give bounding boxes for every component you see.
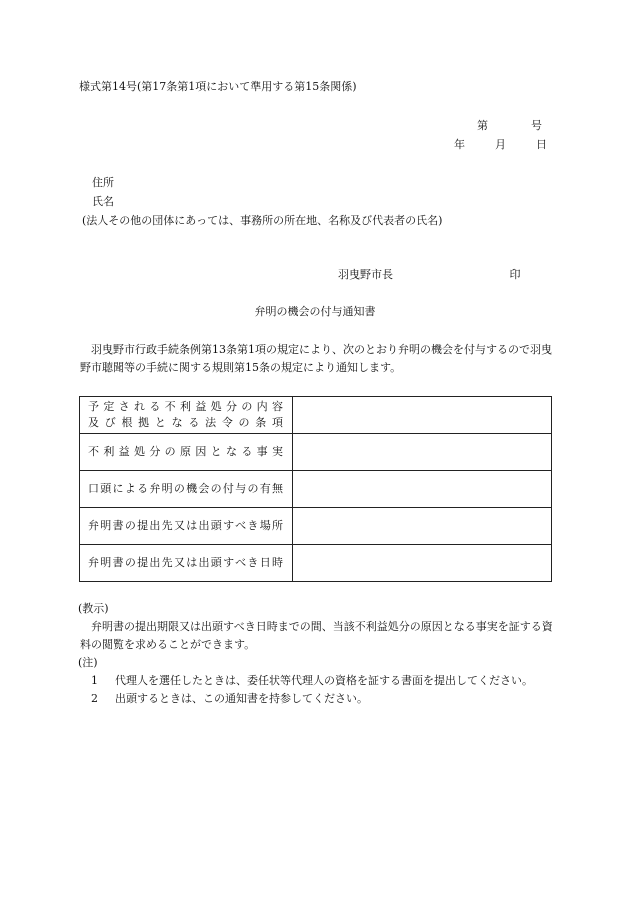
address-label: 住所 bbox=[92, 176, 114, 189]
document-title: 弁明の機会の付与通知書 bbox=[254, 305, 376, 318]
issuer-title: 羽曳野市長 bbox=[338, 268, 393, 281]
table-row bbox=[80, 471, 552, 508]
number-prefix: 第 bbox=[477, 119, 488, 132]
corporate-note: (法人その他の団体にあっては、事務所の所在地、名称及び代表者の氏名) bbox=[82, 214, 443, 227]
note-number: 1 bbox=[91, 674, 98, 687]
table-row bbox=[80, 397, 552, 434]
number-suffix: 号 bbox=[531, 119, 542, 132]
seal-mark: 印 bbox=[509, 268, 521, 281]
table-row bbox=[80, 545, 552, 582]
date-line bbox=[454, 138, 547, 151]
table-label-cell bbox=[80, 397, 293, 434]
form-label: 様式第14号(第17条第1項において準用する第15条関係) bbox=[79, 80, 357, 93]
notes-list bbox=[80, 672, 555, 708]
table-label-cell: 口頭による弁明の機会の付与の有無 bbox=[80, 471, 293, 508]
table-label-line: 予定される不利益処分の内容 bbox=[88, 400, 284, 413]
table-value-cell[interactable] bbox=[293, 545, 552, 582]
note-item bbox=[80, 672, 555, 690]
date-day: 日 bbox=[536, 138, 547, 151]
table-value-cell[interactable] bbox=[293, 508, 552, 545]
notices-section bbox=[80, 600, 555, 708]
table-value-cell[interactable] bbox=[293, 471, 552, 508]
table-label-cell: 弁明書の提出先又は出頭すべき日時 bbox=[80, 545, 293, 582]
note-item bbox=[80, 690, 555, 708]
issuer-line bbox=[338, 268, 521, 281]
teaching-text: 弁明書の提出期限又は出頭すべき日時までの間、当該不利益処分の原因となる事実を証する資料の閲覧を求めることができます。 bbox=[80, 620, 553, 651]
table-row bbox=[80, 508, 552, 545]
recipient-block bbox=[82, 176, 443, 233]
table-value-cell[interactable] bbox=[293, 434, 552, 471]
table-label-cell: 不利益処分の原因となる事実 bbox=[80, 434, 293, 471]
info-table bbox=[79, 396, 552, 582]
note-text: 出頭するときは、この通知書を持参してください。 bbox=[115, 692, 368, 705]
document-number-line bbox=[477, 119, 542, 132]
name-label: 氏名 bbox=[92, 195, 114, 208]
body-text: 羽曳野市行政手続条例第13条第1項の規定により、次のとおり弁明の機会を付与するので羽曳野市聴聞等の手続に関する規則第15条の規定により通知します。 bbox=[80, 343, 552, 374]
note-number: 2 bbox=[91, 692, 98, 705]
note-text: 代理人を選任したときは、委任状等代理人の資格を証する書面を提出してください。 bbox=[115, 674, 533, 687]
teaching-heading: (教示) bbox=[78, 602, 109, 615]
table-row bbox=[80, 434, 552, 471]
table-label-cell: 弁明書の提出先又は出頭すべき場所 bbox=[80, 508, 293, 545]
notes-heading: (注) bbox=[78, 656, 98, 669]
date-year: 年 bbox=[454, 138, 465, 151]
table-value-cell[interactable] bbox=[293, 397, 552, 434]
table-label-line: 及び根拠となる法令の条項 bbox=[88, 416, 284, 429]
date-month: 月 bbox=[495, 138, 506, 151]
body-paragraph bbox=[80, 341, 555, 377]
